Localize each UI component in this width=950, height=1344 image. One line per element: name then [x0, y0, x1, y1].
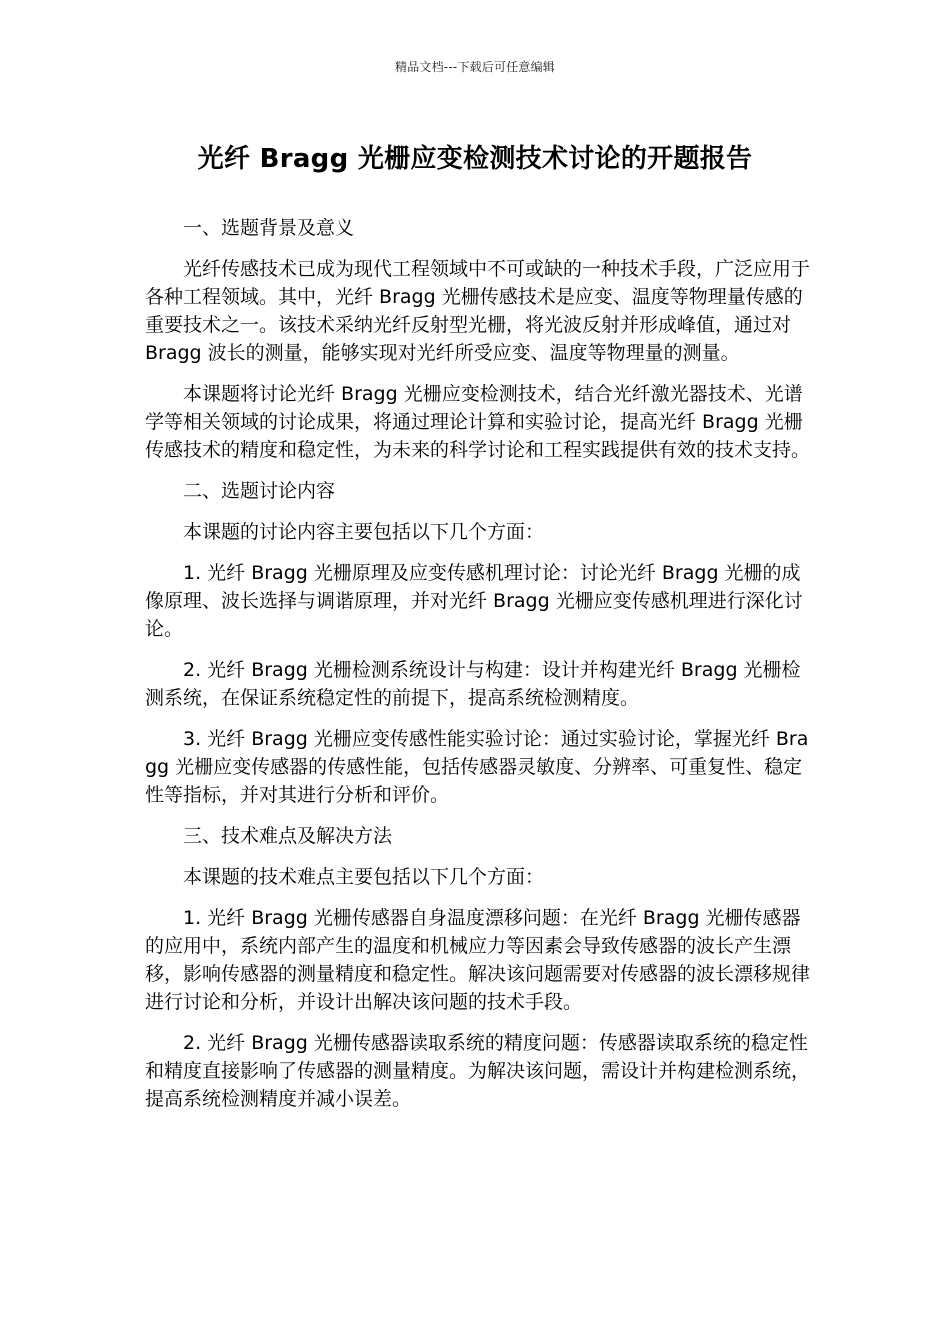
- document-title: 光纤 Bragg 光栅应变检测技术讨论的开题报告: [197, 144, 753, 174]
- header-note: 精品文档---下载后可任意编辑: [395, 60, 555, 74]
- section-heading-difficulties: 三、技术难点及解决方法: [183, 825, 393, 847]
- list-item: 1. 光纤 Bragg 光栅原理及应变传感机理讨论：讨论光纤 Bragg 光栅的成像原理、波长选择与调谐原理，并对光纤 Bragg 光栅应变传感机理进行深化讨论。: [145, 562, 803, 640]
- section-heading-content: 二、选题讨论内容: [183, 480, 336, 502]
- list-item: 2. 光纤 Bragg 光栅检测系统设计与构建：设计并构建光纤 Bragg 光栅检测系统，在保证系统稳定性的前提下，提高系统检测精度。: [145, 659, 801, 709]
- paragraph: 本课题的技术难点主要包括以下几个方面：: [183, 866, 545, 888]
- list-item: 1. 光纤 Bragg 光栅传感器自身温度漂移问题：在光纤 Bragg 光栅传感器的应用中，系统内部产生的温度和机械应力等因素会导致传感器的波长产生漂移，影响传感器的测量精度和稳定性。解决该问题需要对传感器的波长漂移规律进行讨论和分析，并设计出解决该问题的技术手段。: [145, 907, 811, 1013]
- document-body: [145, 214, 810, 1126]
- paragraph: 光纤传感技术已成为现代工程领域中不可或缺的一种技术手段，广泛应用于各种工程领域。其中，光纤 Bragg 光栅传感技术是应变、温度等物理量传感的重要技术之一。该技术采纳光纤反射型光栅，将光波反射并形成峰值，通过对 Bragg 波长的测量，能够实现对光纤所受应变、温度等物理量的测量。: [145, 258, 811, 364]
- paragraph: 本课题的讨论内容主要包括以下几个方面：: [183, 521, 545, 543]
- list-item: 2. 光纤 Bragg 光栅传感器读取系统的精度问题：传感器读取系统的稳定性和精度直接影响了传感器的测量精度。为解决该问题，需设计并构建检测系统，提高系统检测精度并减小误差。: [145, 1032, 811, 1110]
- paragraph: 本课题将讨论光纤 Bragg 光栅应变检测技术，结合光纤激光器技术、光谱学等相关领域的讨论成果，将通过理论计算和实验讨论，提高光纤 Bragg 光栅传感技术的精度和稳定性，为未来的科学讨论和工程实践提供有效的技术支持。: [145, 383, 811, 461]
- section-heading-background: 一、选题背景及意义: [183, 217, 355, 239]
- list-item: 3. 光纤 Bragg 光栅应变传感性能实验讨论：通过实验讨论，掌握光纤 Bragg 光栅应变传感器的传感性能，包括传感器灵敏度、分辨率、可重复性、稳定性等指标，并对其进行分析和评价。: [145, 728, 809, 806]
